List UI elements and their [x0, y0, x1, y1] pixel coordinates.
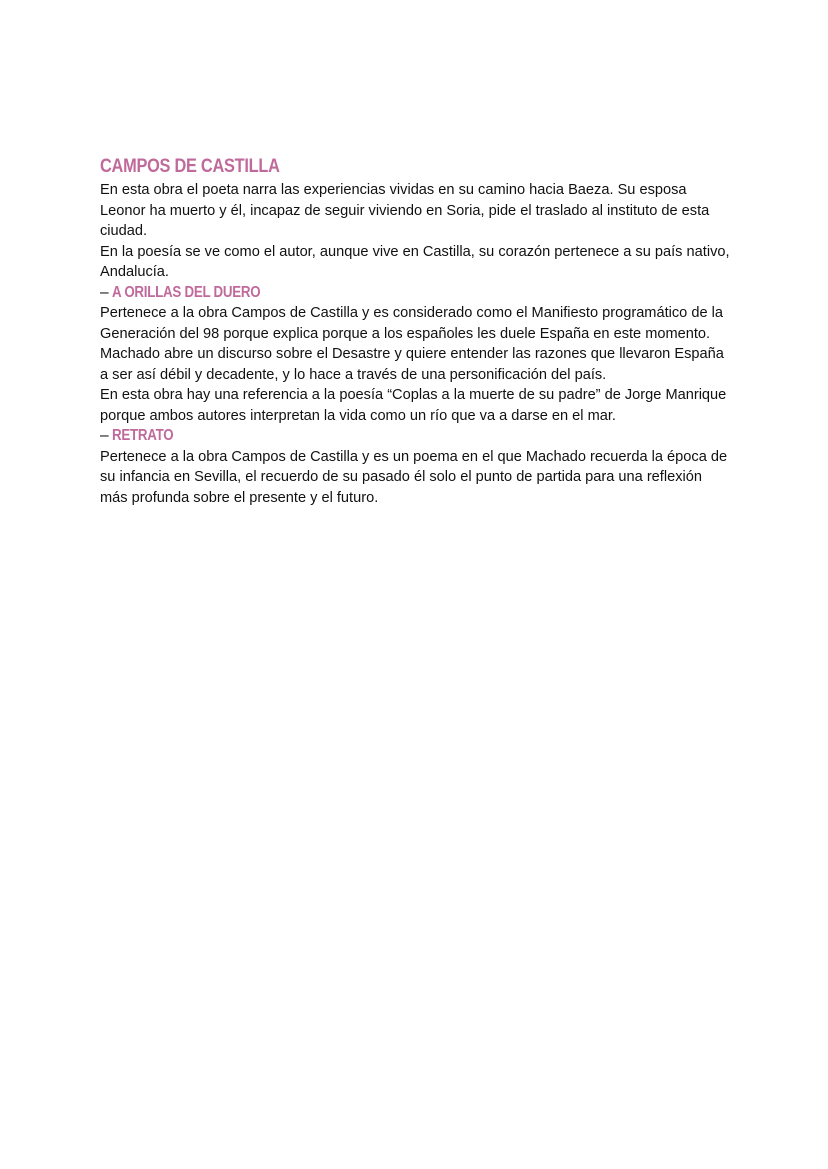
section-2-paragraph-1: Pertenece a la obra Campos de Castilla y es un poema en el que Machado recuerda la época de su infancia en Sevilla, el recuerdo de su pasado él solo el punto de partida para una reflexión más profunda sobre el presente y el futuro.	[100, 448, 728, 506]
section-heading-retrato	[100, 426, 730, 447]
section-dash: –	[100, 427, 109, 444]
document-page	[100, 154, 730, 508]
document-title: CAMPOS DE CASTILLA	[100, 156, 280, 177]
section-1-paragraph-1: Pertenece a la obra Campos de Castilla y es considerado como el Manifiesto programático de la Generación del 98 porque explica porque a los españoles les duele España en este momento.	[100, 305, 723, 342]
section-heading-text: A ORILLAS DEL DUERO	[112, 283, 261, 301]
section-1-paragraph-2: Machado abre un discurso sobre el Desastre y quiere entender las razones que llevaron España a ser así débil y decadente, y lo hace a través de una personificación del país.	[100, 346, 724, 383]
section-dash: –	[100, 283, 109, 301]
section-heading-a-orillas-del-duero	[100, 283, 730, 304]
intro-paragraph-2: En la poesía se ve como el autor, aunque vive en Castilla, su corazón pertenece a su país nativo, Andalucía.	[100, 243, 730, 280]
intro-paragraph-1: En esta obra el poeta narra las experiencias vividas en su camino hacia Baeza. Su esposa Leonor ha muerto y él, incapaz de seguir viviendo en Soria, pide el traslado al instituto de esta ciudad.	[100, 182, 710, 239]
section-heading-text: RETRATO	[112, 427, 174, 444]
section-1-paragraph-3: En esta obra hay una referencia a la poesía “Coplas a la muerte de su padre” de Jorge Manrique porque ambos autores interpretan la vida como un río que va a darse en el mar.	[100, 387, 727, 424]
